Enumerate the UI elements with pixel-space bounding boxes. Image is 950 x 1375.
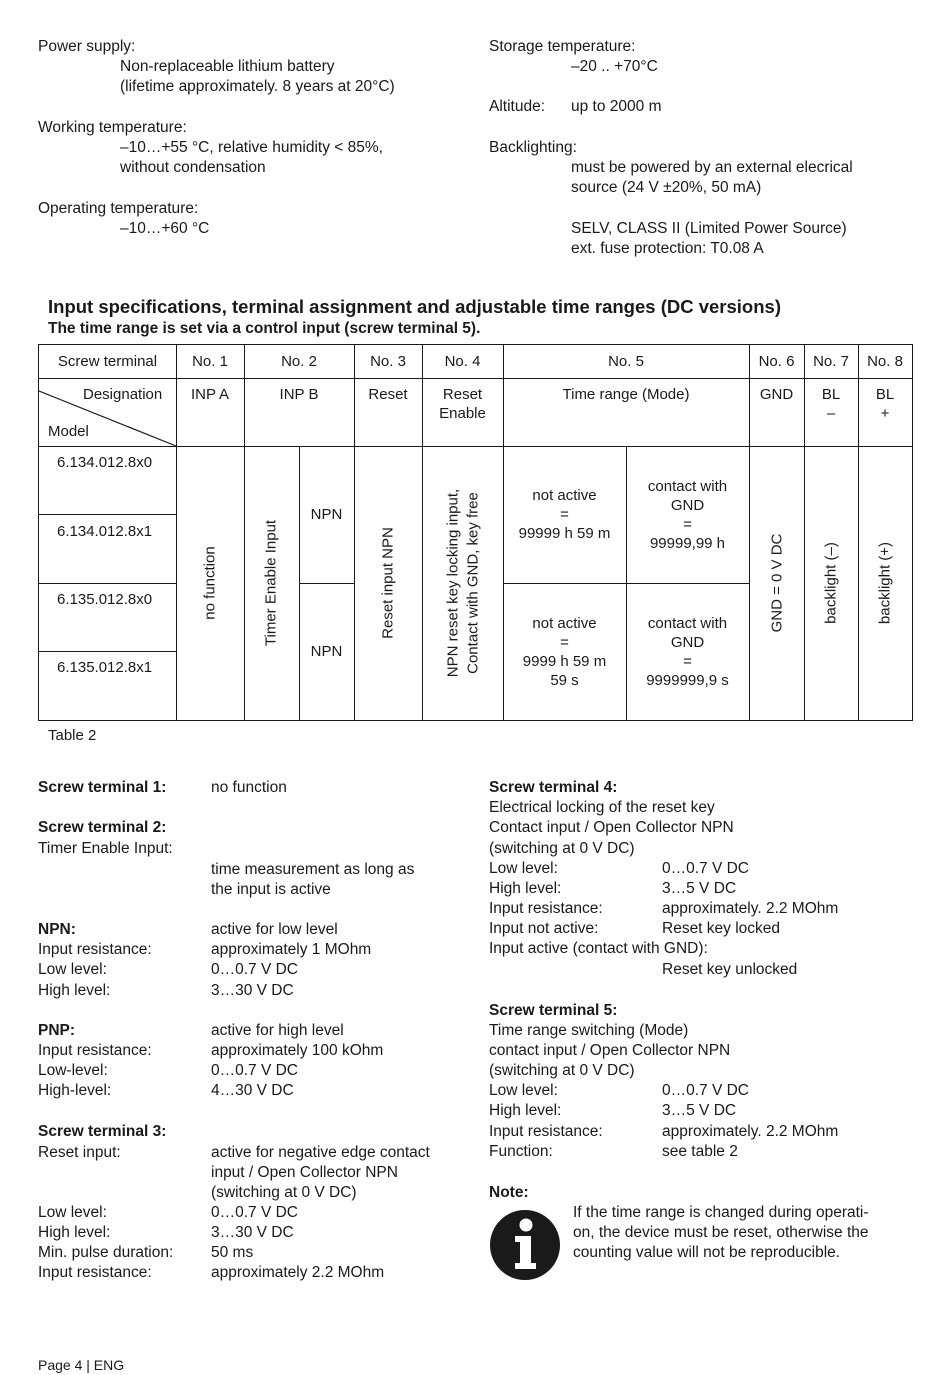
- t5-row-value: see table 2: [662, 1143, 738, 1160]
- t3-label: Screw terminal 3:: [38, 1123, 167, 1140]
- no5-lower-active: contact with GND = 9999999,9 s: [646, 614, 729, 689]
- t5-row-label: Low level:: [489, 1082, 558, 1099]
- t3-line: active for negative edge contact: [211, 1144, 430, 1161]
- t4-row-value: approximately. 2.2 MOhm: [662, 900, 839, 917]
- pnp-row-label: High-level:: [38, 1082, 112, 1099]
- pnp-row-value: 0…0.7 V DC: [211, 1062, 299, 1079]
- t5-row-value: approximately. 2.2 MOhm: [662, 1123, 839, 1140]
- model-name: 6.135.012.8x0: [57, 591, 153, 608]
- no1-value: no function: [201, 546, 219, 620]
- no4-value-line2: Contact with GND, key free: [464, 492, 482, 674]
- t3-line: input / Open Collector NPN: [211, 1164, 398, 1181]
- selv-line: ext. fuse protection: T0.08 A: [571, 240, 764, 257]
- no5-upper-active: contact with GND = 99999,99 h: [647, 477, 728, 552]
- t3-row-value: 3…30 V DC: [211, 1224, 294, 1241]
- designation-no4: Reset: [442, 386, 483, 403]
- t4-line: Contact input / Open Collector NPN: [489, 819, 734, 836]
- t5-line: Time range switching (Mode): [489, 1022, 689, 1039]
- npn-value: active for low level: [211, 921, 338, 938]
- section-title: Input specifications, terminal assignment and adjustable time ranges (DC versions): [48, 296, 781, 317]
- t3-row-value: 0…0.7 V DC: [211, 1204, 299, 1221]
- no2-upper-value: NPN: [310, 506, 343, 523]
- altitude-label: Altitude:: [489, 98, 546, 115]
- designation-no3: Reset: [368, 386, 408, 403]
- designation-label: Designation: [83, 386, 163, 403]
- model-name: 6.135.012.8x1: [57, 659, 153, 676]
- no6-value: GND = 0 V DC: [768, 533, 786, 633]
- t4-row-label: High level:: [489, 880, 562, 897]
- power-supply-line: Non-replaceable lithium battery: [120, 58, 335, 75]
- t3-row-label: Low level:: [38, 1204, 107, 1221]
- t4-row-value: 0…0.7 V DC: [662, 860, 750, 877]
- designation-no7: –: [826, 405, 836, 422]
- no8-value: backlight (+): [876, 541, 894, 625]
- npn-row-value: approximately 1 MOhm: [211, 941, 372, 958]
- npn-row-label: Low level:: [38, 961, 107, 978]
- header-no8: No. 8: [867, 353, 903, 370]
- model-name: 6.134.012.8x0: [57, 454, 153, 471]
- t4-row-label: Low level:: [489, 860, 558, 877]
- no5-upper-inactive: not active = 99999 h 59 m: [518, 487, 611, 542]
- t5-row-value: 0…0.7 V DC: [662, 1082, 750, 1099]
- t3-sub: Reset input:: [38, 1144, 121, 1161]
- header-no7: No. 7: [813, 353, 849, 370]
- t4-row-label: Input resistance:: [489, 900, 603, 917]
- t3-row-label: High level:: [38, 1224, 111, 1241]
- designation-no4: Enable: [439, 405, 486, 422]
- power-supply-label: Power supply:: [38, 38, 136, 55]
- operating-temp-label: Operating temperature:: [38, 200, 199, 217]
- note-line: counting value will not be reproducible.: [573, 1244, 841, 1261]
- t3-row-label: Input resistance:: [38, 1264, 152, 1281]
- npn-row-label: Input resistance:: [38, 941, 152, 958]
- t5-row-label: High level:: [489, 1102, 562, 1119]
- pnp-label: PNP:: [38, 1022, 76, 1039]
- model-label: Model: [48, 423, 89, 440]
- no2-lower-value: NPN: [310, 643, 343, 660]
- t5-row-label: Input resistance:: [489, 1123, 603, 1140]
- t1-label: Screw terminal 1:: [38, 779, 167, 796]
- header-screw-terminal: Screw terminal: [57, 353, 158, 370]
- t5-row-label: Function:: [489, 1143, 553, 1160]
- t4-row-value: Reset key locked: [662, 920, 781, 937]
- npn-row-value: 0…0.7 V DC: [211, 961, 299, 978]
- header-no4: No. 4: [444, 353, 481, 370]
- no4-value-line1: NPN reset key locking input,: [444, 488, 462, 678]
- t5-label: Screw terminal 5:: [489, 1002, 618, 1019]
- note-line: on, the device must be reset, otherwise the: [573, 1224, 869, 1241]
- designation-no8: +: [880, 405, 890, 422]
- t3-row-value: 50 ms: [211, 1244, 254, 1261]
- t3-row-label: Min. pulse duration:: [38, 1244, 174, 1261]
- model-name: 6.134.012.8x1: [57, 523, 153, 540]
- t4-label: Screw terminal 4:: [489, 779, 618, 796]
- header-no2: No. 2: [281, 353, 317, 370]
- section-subtitle: The time range is set via a control input (screw terminal 5).: [48, 320, 481, 337]
- terminal-assignment-table: [38, 344, 913, 721]
- note-line: If the time range is changed during operati-: [573, 1204, 869, 1221]
- info-icon: [489, 1209, 561, 1281]
- t5-line: contact input / Open Collector NPN: [489, 1042, 731, 1059]
- t5-row-value: 3…5 V DC: [662, 1102, 737, 1119]
- header-no3: No. 3: [370, 353, 406, 370]
- designation-no7: BL: [821, 386, 841, 403]
- working-temp-label: Working temperature:: [38, 119, 187, 136]
- pnp-row-value: 4…30 V DC: [211, 1082, 294, 1099]
- t4-active-value: Reset key unlocked: [662, 961, 798, 978]
- table-caption: Table 2: [48, 727, 97, 744]
- t1-value: no function: [211, 779, 287, 796]
- designation-no8: BL: [875, 386, 895, 403]
- designation-no5: Time range (Mode): [562, 386, 690, 403]
- note-label: Note:: [489, 1184, 529, 1201]
- selv-line: SELV, CLASS II (Limited Power Source): [571, 220, 847, 237]
- header-no5: No. 5: [608, 353, 644, 370]
- t2-line: time measurement as long as: [211, 861, 415, 878]
- storage-temp-label: Storage temperature:: [489, 38, 636, 55]
- pnp-value: active for high level: [211, 1022, 344, 1039]
- working-temp-line: –10…+55 °C, relative humidity < 85%,: [120, 139, 383, 156]
- t2-line: the input is active: [211, 881, 331, 898]
- t4-active-label: Input active (contact with GND):: [489, 940, 708, 957]
- t4-row-value: 3…5 V DC: [662, 880, 737, 897]
- backlighting-label: Backlighting:: [489, 139, 577, 156]
- pnp-row-label: Input resistance:: [38, 1042, 152, 1059]
- npn-label: NPN:: [38, 921, 76, 938]
- working-temp-line: without condensation: [120, 159, 266, 176]
- storage-temp-value: –20 .. +70°C: [571, 58, 658, 75]
- header-no6: No. 6: [758, 353, 795, 370]
- backlighting-line: must be powered by an external elecrical: [571, 159, 853, 176]
- npn-row-label: High level:: [38, 982, 111, 999]
- designation-no2: INP B: [279, 386, 319, 403]
- t3-line: (switching at 0 V DC): [211, 1184, 357, 1201]
- pnp-row-label: Low-level:: [38, 1062, 108, 1079]
- designation-no6: GND: [759, 386, 794, 403]
- t4-line: Electrical locking of the reset key: [489, 799, 715, 816]
- t4-line: (switching at 0 V DC): [489, 840, 635, 857]
- header-no1: No. 1: [192, 353, 228, 370]
- altitude-value: up to 2000 m: [571, 98, 662, 115]
- operating-temp-line: –10…+60 °C: [120, 220, 210, 237]
- no7-value: backlight (–): [822, 542, 840, 624]
- page-footer: Page 4 | ENG: [38, 1357, 125, 1373]
- no5-lower-inactive: not active = 9999 h 59 m 59 s: [522, 614, 607, 689]
- power-supply-line: (lifetime approximately. 8 years at 20°C): [120, 78, 395, 95]
- no3-value: Reset input NPN: [379, 527, 397, 639]
- pnp-row-value: approximately 100 kOhm: [211, 1042, 384, 1059]
- t2-sub: Timer Enable Input:: [38, 840, 173, 857]
- backlighting-line: source (24 V ±20%, 50 mA): [571, 179, 762, 196]
- t3-row-value: approximately 2.2 MOhm: [211, 1264, 385, 1281]
- designation-no1: INP A: [190, 386, 230, 403]
- t5-line: (switching at 0 V DC): [489, 1062, 635, 1079]
- npn-row-value: 3…30 V DC: [211, 982, 294, 999]
- t2-label: Screw terminal 2:: [38, 819, 167, 836]
- no2-main-value: Timer Enable Input: [262, 519, 280, 647]
- t4-row-label: Input not active:: [489, 920, 599, 937]
